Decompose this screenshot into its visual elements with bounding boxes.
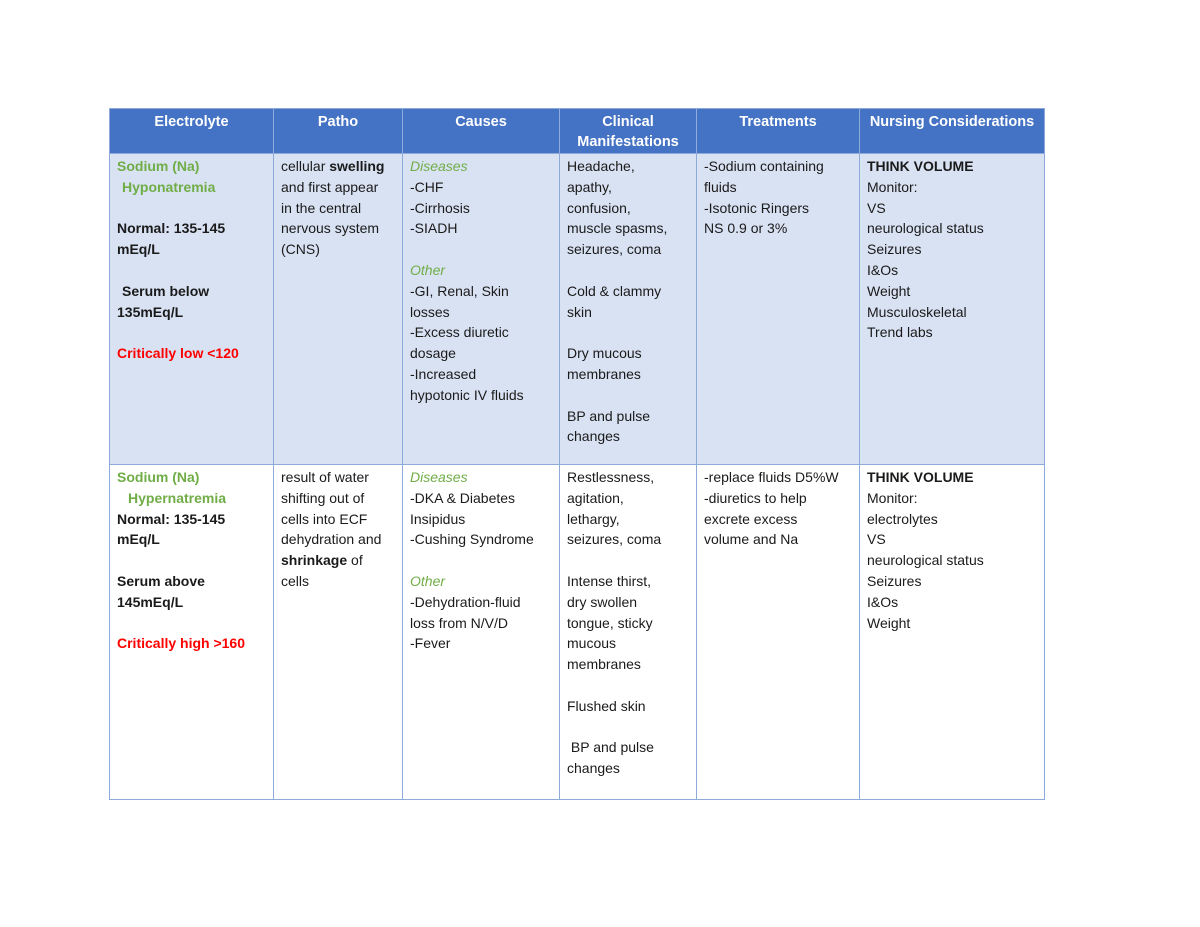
table-row-hyponatremia xyxy=(110,154,1045,465)
patho-line: dehydration and xyxy=(281,531,382,548)
patho-line: (CNS) xyxy=(281,241,320,258)
diseases-label: Diseases xyxy=(410,158,468,174)
cause-item: -CHF xyxy=(410,178,444,195)
patho-line: cells xyxy=(281,572,310,589)
patho-line: in the central xyxy=(281,199,362,216)
treatment-item: -replace fluids D5%W xyxy=(704,469,839,485)
manifestation: tongue, sticky xyxy=(567,614,653,631)
patho-line: nervous system xyxy=(281,220,380,237)
patho-line: shifting out of xyxy=(281,489,365,506)
clinical-cell xyxy=(560,154,697,465)
serum-level: Serum below xyxy=(122,282,210,299)
manifestation: BP and pulse xyxy=(567,739,654,756)
patho-line: shrinkage of xyxy=(281,552,363,569)
nursing-item: I&Os xyxy=(867,593,899,610)
nursing-item: Weight xyxy=(867,282,911,299)
condition-name: Hyponatremia xyxy=(122,178,216,195)
manifestation: lethargy, xyxy=(567,510,620,527)
manifestation: Restlessness, xyxy=(567,469,655,485)
critical-value: Critically low <120 xyxy=(117,345,239,362)
clinical-cell xyxy=(560,465,697,800)
treatments-cell xyxy=(697,465,860,800)
nursing-item: Monitor: xyxy=(867,178,918,195)
cause-item: -Dehydration-fluid xyxy=(410,593,521,610)
treatment-item: fluids xyxy=(704,178,737,195)
header-patho: Patho xyxy=(274,109,403,154)
serum-level-value: 145mEq/L xyxy=(117,593,184,610)
manifestation: Dry mucous xyxy=(567,345,642,362)
causes-cell xyxy=(403,154,560,465)
normal-range-unit: mEq/L xyxy=(117,531,160,548)
manifestation: mucous xyxy=(567,635,617,652)
cause-item: -Increased xyxy=(410,365,477,382)
header-row xyxy=(110,109,1045,154)
nursing-cell xyxy=(860,465,1045,800)
manifestation: skin xyxy=(567,303,592,320)
nursing-title: THINK VOLUME xyxy=(867,158,974,174)
other-label: Other xyxy=(410,572,446,589)
patho-line: result of water xyxy=(281,469,369,485)
nursing-title: THINK VOLUME xyxy=(867,469,974,485)
patho-cell xyxy=(274,465,403,800)
treatment-item: -diuretics to help xyxy=(704,489,807,506)
nursing-item: neurological status xyxy=(867,552,984,569)
cause-item: -DKA & Diabetes xyxy=(410,489,516,506)
diseases-label: Diseases xyxy=(410,469,468,485)
cause-item: -SIADH xyxy=(410,220,458,237)
manifestation: Intense thirst, xyxy=(567,572,652,589)
manifestation: agitation, xyxy=(567,489,624,506)
electrolyte-table xyxy=(109,108,1045,800)
manifestation: Flushed skin xyxy=(567,697,646,714)
nursing-cell xyxy=(860,154,1045,465)
treatments-cell xyxy=(697,154,860,465)
manifestation: seizures, coma xyxy=(567,531,662,548)
treatment-item: excrete excess xyxy=(704,510,798,527)
cause-item: loss from N/V/D xyxy=(410,614,509,631)
serum-level: Serum above xyxy=(117,572,205,589)
manifestation: membranes xyxy=(567,656,641,673)
nursing-item: Weight xyxy=(867,614,911,631)
manifestation: BP and pulse xyxy=(567,407,651,424)
manifestation: changes xyxy=(567,428,620,445)
cause-item: Insipidus xyxy=(410,510,466,527)
causes-cell xyxy=(403,465,560,800)
patho-cell xyxy=(274,154,403,465)
cause-item: -Excess diuretic xyxy=(410,324,509,341)
cause-item: -GI, Renal, Skin xyxy=(410,282,509,299)
nursing-item: Monitor: xyxy=(867,489,918,506)
patho-line: cellular swelling xyxy=(281,158,385,174)
patho-line: and first appear xyxy=(281,178,379,195)
treatment-item: -Sodium containing xyxy=(704,158,824,174)
manifestation: Cold & clammy xyxy=(567,282,662,299)
header-clinical-manifestations: Clinical Manifestations xyxy=(560,109,697,154)
electrolyte-cell xyxy=(110,154,274,465)
nursing-item: VS xyxy=(867,531,886,548)
treatment-item: NS 0.9 or 3% xyxy=(704,220,788,237)
nursing-item: Seizures xyxy=(867,572,922,589)
manifestation: confusion, xyxy=(567,199,631,216)
electrolyte-cell xyxy=(110,465,274,800)
cause-item: hypotonic IV fluids xyxy=(410,386,524,403)
nursing-item: I&Os xyxy=(867,261,899,278)
electrolyte-name: Sodium (Na) xyxy=(117,158,200,174)
critical-value: Critically high >160 xyxy=(117,635,245,652)
nursing-item: Seizures xyxy=(867,241,922,258)
cause-item: -Fever xyxy=(410,635,451,652)
serum-level-value: 135mEq/L xyxy=(117,303,184,320)
manifestation: seizures, coma xyxy=(567,241,662,258)
nursing-item: VS xyxy=(867,199,886,216)
patho-line: cells into ECF xyxy=(281,510,368,527)
cause-item: -Cirrhosis xyxy=(410,199,470,216)
normal-range: Normal: 135-145 xyxy=(117,510,226,527)
nursing-item: neurological status xyxy=(867,220,984,237)
electrolyte-name: Sodium (Na) xyxy=(117,469,200,485)
header-electrolyte: Electrolyte xyxy=(110,109,274,154)
header-nursing-considerations: Nursing Considerations xyxy=(860,109,1045,154)
manifestation: membranes xyxy=(567,365,641,382)
normal-range-unit: mEq/L xyxy=(117,241,160,258)
nursing-item: Trend labs xyxy=(867,324,933,341)
manifestation: muscle spasms, xyxy=(567,220,668,237)
cause-item: dosage xyxy=(410,345,456,362)
other-label: Other xyxy=(410,261,446,278)
nursing-item: Musculoskeletal xyxy=(867,303,967,320)
condition-name: Hypernatremia xyxy=(128,489,227,506)
header-causes: Causes xyxy=(403,109,560,154)
nursing-item: electrolytes xyxy=(867,510,938,527)
header-treatments: Treatments xyxy=(697,109,860,154)
treatment-item: -Isotonic Ringers xyxy=(704,199,810,216)
manifestation: dry swollen xyxy=(567,593,638,610)
cause-item: losses xyxy=(410,303,450,320)
table-row-hypernatremia xyxy=(110,465,1045,800)
manifestation: changes xyxy=(567,760,620,777)
treatment-item: volume and Na xyxy=(704,531,799,548)
normal-range: Normal: 135-145 xyxy=(117,220,226,237)
manifestation: apathy, xyxy=(567,178,612,195)
cause-item: -Cushing Syndrome xyxy=(410,531,534,548)
manifestation: Headache, xyxy=(567,158,635,174)
